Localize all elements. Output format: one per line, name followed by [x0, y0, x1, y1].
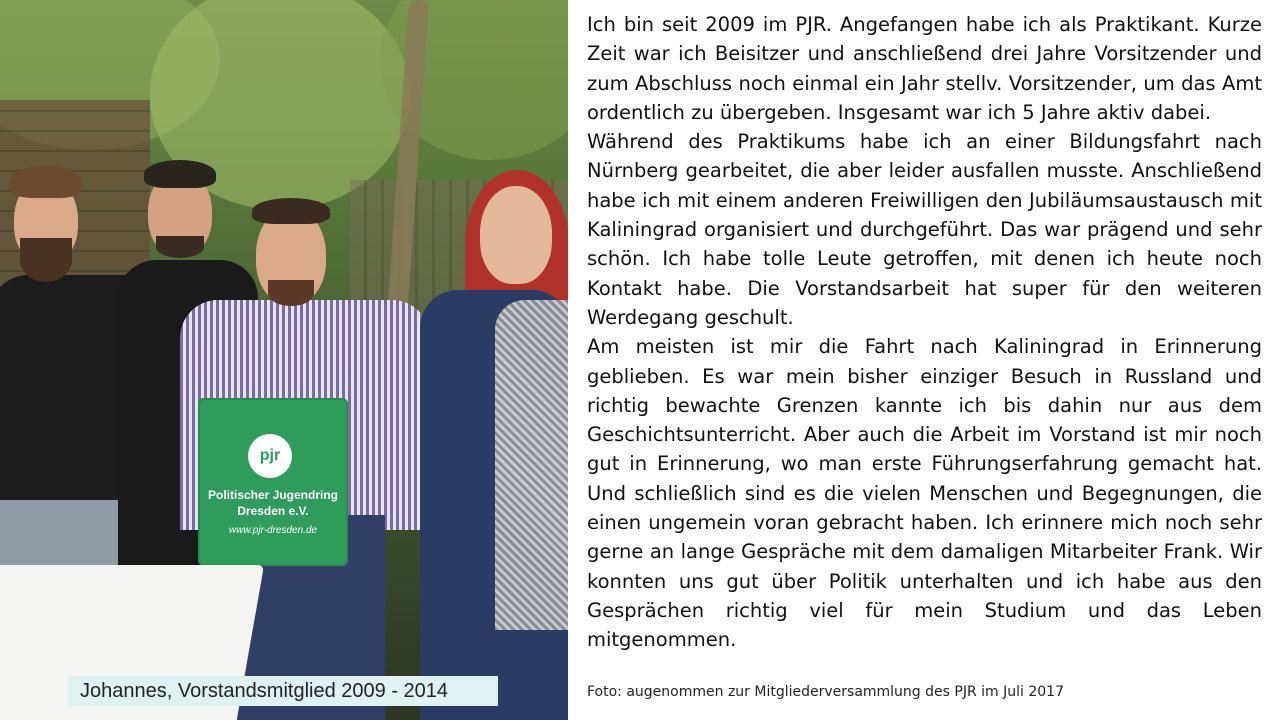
- article-text: [587, 10, 1262, 655]
- photo-caption: Johannes, Vorstandsmitglied 2009 - 2014: [68, 676, 498, 706]
- paragraph-2: Während des Praktikums habe ich an einer Bildungsfahrt nach Nürnberg gearbeitet, die aber leider ausfallen musste. Anschließend habe ich mit einem anderen Freiwilligen den Jubiläumsaustausch mit Kaliningrad organisiert und durchgeführt. Das war prägend und sehr schön. Ich habe tolle Leute getroffen, mit denen ich heute noch Kontakt habe. Die Vorstandsarbeit hat super für den weiteren Werdegang geschult.: [587, 130, 1262, 329]
- bag-url: www.pjr-dresden.de: [228, 525, 318, 536]
- bag-line-2: Dresden e.V.: [237, 504, 309, 518]
- group-photo: [0, 0, 568, 720]
- bag-line-1: Politischer Jugendring: [207, 488, 339, 502]
- photo-credit: Foto: augenommen zur Mitgliederversammlung des PJR im Juli 2017: [587, 684, 1064, 700]
- paragraph-3: Am meisten ist mir die Fahrt nach Kaliningrad in Erinnerung geblieben. Es war mein bisher einziger Besuch in Russland und richtig bewachte Grenzen kannte ich bis dahin nur aus dem Geschichtsunterricht. Aber auch die Arbeit im Vorstand ist mir noch gut in Erinnerung, wo man erste Führungserfahrung gemacht hat. Und schließlich sind es die vielen Menschen und Begegnungen, die einen ungemein voran gebracht haben. Ich erinnere mich noch sehr gerne an lange Gespräche mit dem damaligen Mitarbeiter Frank. Wir konnten uns gut über Politik unterhalten und ich habe aus den Gesprächen richtig viel für mein Studium und das Leben mitgenommen.: [587, 335, 1262, 652]
- pjr-logo-icon: pjr: [248, 434, 292, 478]
- pjr-bag: [198, 398, 348, 566]
- paragraph-1: Ich bin seit 2009 im PJR. Angefangen habe ich als Praktikant. Kurze Zeit war ich Beisitzer und anschließend drei Jahre Vorsitzender und zum Abschluss noch einmal ein Jahr stellv. Vorsitzender, um das Amt ordentlich zu übergeben. Insgesamt war ich 5 Jahre aktiv dabei.: [587, 13, 1262, 124]
